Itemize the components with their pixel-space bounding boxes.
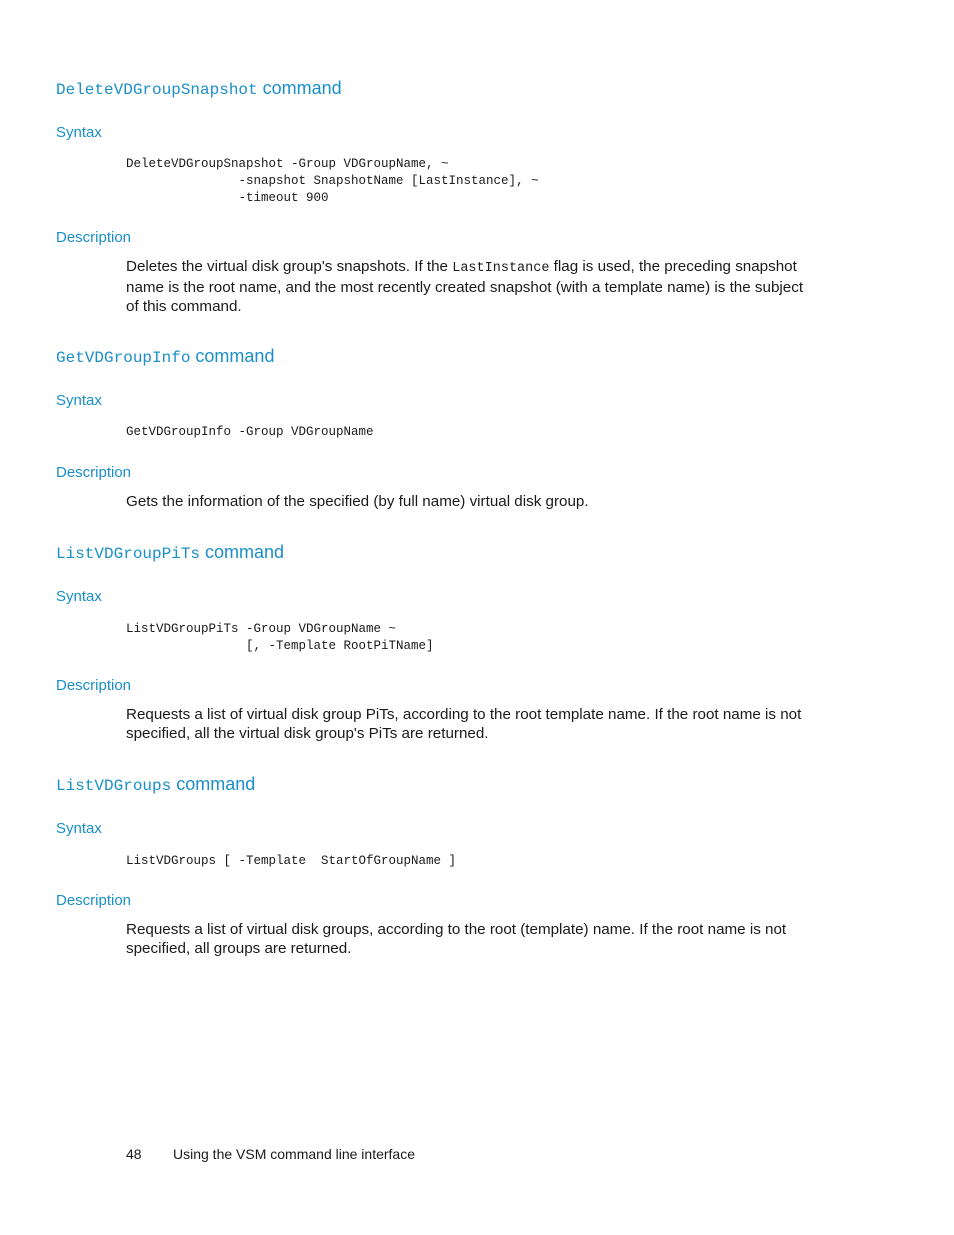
section-title-listvdgrouppits bbox=[56, 542, 284, 563]
command-name: ListVDGroups bbox=[56, 777, 172, 795]
description-text-end: flag is used, the preceding snapshot name is the root name, and the most recently created snapshot (with a template name) is the subject of this command. bbox=[126, 258, 804, 315]
syntax-code: DeleteVDGroupSnapshot -Group VDGroupName, ~ -snapshot SnapshotName [LastInstance], ~ -timeout 900 bbox=[126, 157, 539, 205]
section-title-getvdgroupinfo bbox=[56, 346, 274, 367]
syntax-code: ListVDGroupPiTs -Group VDGroupName ~ [, -Template RootPiTName] bbox=[126, 622, 434, 653]
description-heading: Description bbox=[56, 464, 132, 481]
syntax-heading: Syntax bbox=[56, 820, 102, 837]
section-title-deletevdgroupsnapshot bbox=[56, 78, 342, 99]
description-text: Requests a list of virtual disk group PiTs, according to the root template name. If the root name is not specified, all the virtual disk group's PiTs are returned. bbox=[126, 706, 802, 742]
chapter-title: Using the VSM command line interface bbox=[173, 1146, 415, 1162]
description-text-start: Deletes the virtual disk group's snapshots. If the bbox=[126, 258, 453, 275]
section-title-listvdgroups bbox=[56, 774, 255, 795]
command-suffix: command bbox=[190, 346, 275, 366]
syntax-code: ListVDGroups [ -Template StartOfGroupName ] bbox=[126, 854, 457, 868]
description-heading: Description bbox=[56, 229, 132, 246]
command-suffix: command bbox=[200, 542, 285, 562]
description-text: Gets the information of the specified (by full name) virtual disk group. bbox=[126, 493, 589, 510]
description-heading: Description bbox=[56, 892, 132, 909]
syntax-heading: Syntax bbox=[56, 588, 102, 605]
command-suffix: command bbox=[171, 774, 256, 794]
syntax-code: GetVDGroupInfo -Group VDGroupName bbox=[126, 425, 374, 439]
command-suffix: command bbox=[257, 78, 342, 98]
syntax-heading: Syntax bbox=[56, 124, 102, 141]
syntax-heading: Syntax bbox=[56, 392, 102, 409]
description-heading: Description bbox=[56, 677, 132, 694]
description-text: Requests a list of virtual disk groups, according to the root (template) name. If the root name is not specified, all groups are returned. bbox=[126, 921, 787, 957]
command-name: GetVDGroupInfo bbox=[56, 349, 191, 367]
description-text bbox=[126, 257, 806, 316]
command-name: DeleteVDGroupSnapshot bbox=[56, 81, 258, 99]
inline-code-lastinstance: LastInstance bbox=[452, 261, 550, 276]
page-number: 48 bbox=[126, 1146, 142, 1162]
command-name: ListVDGroupPiTs bbox=[56, 545, 201, 563]
